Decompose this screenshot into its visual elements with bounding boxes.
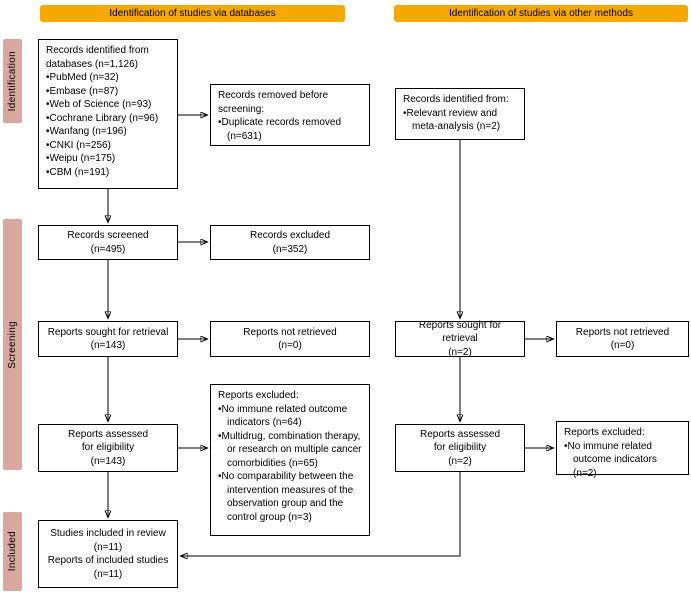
records-identified-other-box <box>395 88 525 140</box>
box-line: Records identified from <box>46 45 149 56</box>
box-line: for eligibility <box>81 442 135 454</box>
box-line: (n=2) <box>448 346 472 358</box>
box-line: (n=2) <box>448 455 472 467</box>
list-item: • CNKI (n=256) <box>46 139 170 153</box>
records-excluded-box <box>210 225 370 260</box>
box-line: Records removed before <box>218 90 329 101</box>
list-item: • Cochrane Library (n=96) <box>46 112 170 126</box>
box-line: (n=0) <box>610 340 635 351</box>
reports-excluded-other-box <box>556 421 689 479</box>
records-removed-box <box>210 84 370 146</box>
box-line: Reports not retrieved <box>243 326 337 338</box>
list-item: • No comparability between the intervention measures of the observation group and the control group (n=3) <box>218 470 362 524</box>
box-line: Reports assessed <box>67 428 149 440</box>
stage-included-label: Included <box>6 531 18 572</box>
list-item: • Relevant review and meta-analysis (n=2) <box>403 107 517 134</box>
records-identified-db-box <box>38 39 178 189</box>
box-line: (n=0) <box>278 340 302 351</box>
reports-not-retrieved-db-box <box>210 321 370 357</box>
list-item: • Weipu (n=175) <box>46 152 170 166</box>
reports-excluded-db-box <box>210 384 370 536</box>
reports-assessed-other-box <box>395 424 525 472</box>
reports-sought-db-box <box>38 321 178 357</box>
stage-screening <box>3 219 22 470</box>
box-line: Records identified from: <box>403 94 509 105</box>
box-line: (n=352) <box>272 243 308 255</box>
other-sources-list <box>403 107 517 134</box>
list-item: • CBM (n=191) <box>46 166 170 180</box>
box-line: Studies included in review <box>50 528 166 539</box>
box-line: Records screened <box>67 230 149 241</box>
reports-sought-other-box <box>395 321 525 357</box>
box-line: for eligibility <box>433 442 487 454</box>
box-line: Reports excluded: <box>218 390 299 401</box>
box-line: (n=11) <box>93 541 123 553</box>
list-item: • Duplicate records removed (n=631) <box>218 116 362 143</box>
box-line: Reports excluded: <box>564 427 645 438</box>
list-item: • No immune related outcome indicators (n=64) <box>218 403 362 430</box>
list-item: • Multidrug, combination therapy, or research on multiple cancer comorbidities (n=65) <box>218 430 362 471</box>
box-line: databases (n=1,126) <box>46 58 139 70</box>
box-line: (n=11) <box>93 568 123 580</box>
box-line: (n=143) <box>90 340 126 351</box>
box-line: Records excluded <box>249 230 331 241</box>
list-item: • Web of Science (n=93) <box>46 98 170 112</box>
reports-assessed-db-box <box>38 424 178 472</box>
header-other-methods: Identification of studies via other methods <box>394 5 688 22</box>
box-line: (n=495) <box>90 243 126 255</box>
list-item: • Embase (n=87) <box>46 85 170 99</box>
box-line: Reports sought for retrieval <box>418 319 502 345</box>
box-line: Reports assessed <box>419 428 501 440</box>
records-screened-box <box>38 225 178 260</box>
list-item: • PubMed (n=32) <box>46 71 170 85</box>
stage-included <box>3 512 22 591</box>
reports-not-retrieved-other-box <box>556 321 689 357</box>
list-item: • No immune related outcome indicators (n=2) <box>564 440 681 481</box>
list-item: • Wanfang (n=196) <box>46 125 170 139</box>
exclusion-reasons-list <box>218 403 362 525</box>
stage-identification <box>3 39 22 123</box>
other-exclusion-list <box>564 440 681 481</box>
studies-included-box <box>38 520 178 588</box>
box-line: (n=143) <box>90 455 126 467</box>
stage-screening-label: Screening <box>6 320 18 369</box>
box-line: Reports sought for retrieval <box>47 326 169 338</box>
removed-reasons-list <box>218 116 362 143</box>
box-line: Reports of included studies <box>47 555 169 566</box>
database-list <box>46 71 170 179</box>
stage-identification-label: Identification <box>6 50 18 112</box>
header-databases: Identification of studies via databases <box>40 5 345 22</box>
box-line: screening: <box>218 103 265 115</box>
box-line: Reports not retrieved <box>575 326 670 338</box>
